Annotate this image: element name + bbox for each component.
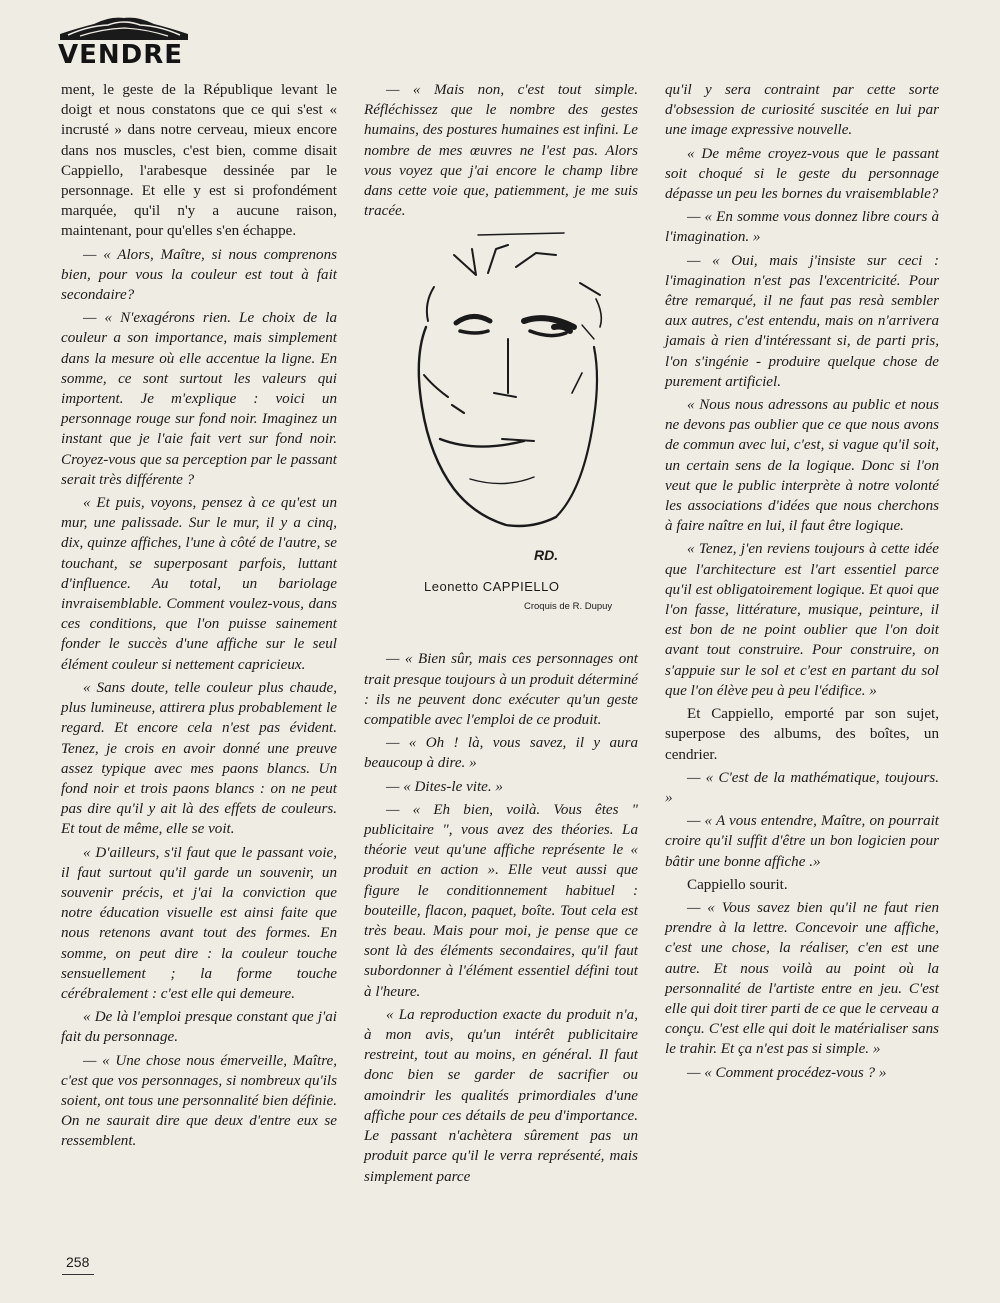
paragraph: — « Oh ! là, vous savez, il y aura beaucoup à dire. » — [364, 735, 638, 772]
paragraph: « Sans doute, telle couleur plus chaude, plus lumineuse, attirera plus probablement le regard. Et encore cela n'est pas évident. Tenez, je crois en avoir donné une preuve assez typique avec mes paons blancs. Un fond noir et trois paons blancs : on ne peut pas dire qu'il y ait là des effets de couleurs. Et tout de même, elle se voit. — [61, 679, 337, 838]
portrait-sketch — [364, 227, 638, 635]
portrait-caption-credit: Croquis de R. Dupuy — [524, 601, 613, 613]
paragraph: Et Cappiello, emporté par son sujet, superpose des albums, des boîtes, un cendrier. — [665, 706, 939, 763]
page-number-rule — [62, 1274, 94, 1275]
masthead — [58, 14, 190, 72]
paragraph: Cappiello sourit. — [687, 876, 788, 893]
paragraph: « La reproduction exacte du produit n'a, à mon avis, qu'un intérêt publicitaire restreint, tout au moins, en général. Il faut donc bien se garder de sacrifier ou amoindrir les qualités primordiales d'une affiche pour ces détails de peu d'importance. Le passant n'achètera sûrement pas un produit parce qu'il le verra représenté, mais simplement parce — [364, 1006, 638, 1185]
artist-signature: RD. — [534, 547, 559, 564]
paragraph: — « Bien sûr, mais ces personnages ont trait presque toujours à un produit déterminé : ils ne peuvent donc exécuter qu'un geste compatible avec l'emploi de ce produit. — [364, 651, 638, 729]
paragraph: — « Dites-le vite. » — [386, 778, 503, 795]
text-column-3 — [665, 80, 939, 1086]
paragraph: — « Mais non, c'est tout simple. Réfléchissez que le nombre des gestes humains, des postures humaines est infini. Le nombre de mes œuvres ne l'est pas. Alors vous voyez que j'ai encore le champ libre dans cette voie que, patiemment, je me suis tracée. — [364, 82, 638, 220]
paragraph: — « A vous entendre, Maître, on pourrait croire qu'il suffit d'être un bon logicien pour bâtir une bonne affiche .» — [665, 813, 939, 870]
paragraph: — « Eh bien, voilà. Vous êtes " publicitaire ", vous avez des théories. La théorie veut qu'une affiche représente le « produit en action ». Elle veut aussi que figure le conditionnement habituel : bouteille, flacon, paquet, boîte. Tout cela est très beau. Mais pour moi, je pense que ce sont là des éléments secondaires, qu'il faut subordonner à l'élément essentiel défini tout à l'heure. — [364, 801, 638, 1000]
paragraph: qu'il y sera contraint par cette sorte d'obsession de curiosité suscitée en lui par une image expressive nouvelle. — [665, 82, 939, 139]
portrait-drawing-icon — [404, 227, 604, 537]
paragraph: — « Vous savez bien qu'il ne faut rien prendre à la lettre. Concevoir une affiche, c'est une chose, la réaliser, c'en est une autre. Et nous voilà au point où la personnalité de l'artiste entre en jeu. C'est elle qui doit tirer parti de ce que le cerveau a conçu. C'est elle qui doit le matérialiser sans le trahir. Et ça n'est pas si simple. » — [665, 899, 939, 1058]
paragraph: « De là l'emploi presque constant que j'ai fait du personnage. — [61, 1009, 337, 1046]
paragraph: « Nous nous adressons au public et nous ne devons pas oublier que ce que nous avons de commun avec lui, c'est, si vague qu'il soit, un certain sens de la logique. Donc si l'on veut que le public interprète à notre volonté les associations d'idées que nous cherchons à faire naître en lui, il faut être logique. — [665, 397, 939, 535]
paragraph: « D'ailleurs, s'il faut que le passant voie, il faut surtout qu'il garde un souvenir, un souvenir précis, et j'ai la conviction que notre éducation visuelle est ainsi faite que nous retenons avant tout des formes. En somme, on peut dire : la couleur touche sensuellement ; la forme touche cérébralement : c'est elle qui demeure. — [61, 844, 337, 1002]
paragraph: « Et puis, voyons, pensez à ce qu'est un mur, une palissade. Sur le mur, il y a cinq, dix, quinze affiches, l'une à côté de l'autre, se touchant, se superposant parfois, luttant d'influence. Au total, un bariolage invraisemblable. Comment voulez-vous, dans ces conditions, que l'on puisse sainement fonder le succès d'une affiche sur le seul élément couleur si nettement capricieux. — [61, 495, 337, 673]
paragraph: « Tenez, j'en reviens toujours à cette idée que l'architecture est l'art essentiel parce qu'il est obligatoirement logique. Et quoi que l'on fasse, littérature, musique, peinture, il est bon de ne point oublier que l'on doit avant tout construire. Pour construire, on s'appuie sur le sol et c'est en partant du sol que l'on élève peu à peu l'édifice. » — [665, 541, 939, 699]
text-column-2 — [364, 80, 638, 1190]
paragraph: — « Comment procédez-vous ? » — [687, 1064, 887, 1081]
masthead-emblem-icon — [58, 14, 190, 40]
paragraph: — « C'est de la mathématique, toujours. » — [665, 769, 939, 806]
paragraph: « De même croyez-vous que le passant soit choqué si le geste du personnage dépasse un peu les bornes du vraisemblable? — [665, 145, 939, 203]
paragraph: — « Alors, Maître, si nous comprenons bien, pour vous la couleur est tout à fait secondaire? — [61, 246, 337, 304]
paragraph: — « Oui, mais j'insiste sur ceci : l'imagination n'est pas l'excentricité. Pour être remarqué, il ne faut pas resà sembler aux autres, c'est entendu, mais on n'arrivera jamais à rien d'intéressant si, de parti pris, l'on s'ingénie - produire quelque chose de purement artificiel. — [665, 252, 939, 390]
paragraph: ment, le geste de la République levant le doigt et nous constatons que ce qui s'est « incrusté » dans notre cerveau, mieux encore dans nos muscles, c'est bien, comme disait Cappiello, l'arabesque dessinée par le personnage. Et elle y est si profondément marquée, qu'il n'y a aucune raison, maintenant, pour qu'elles s'en échappe. — [61, 82, 337, 240]
paragraph: — « En somme vous donnez libre cours à l'imagination. » — [665, 209, 939, 246]
masthead-title: VENDRE — [58, 40, 184, 70]
portrait-caption-name: Leonetto CAPPIELLO — [424, 579, 560, 595]
paragraph: — « N'exagérons rien. Le choix de la couleur a son importance, mais simplement dans la mesure où elle accentue la ligne. En somme, ce sont surtout les valeurs qui importent. Je m'explique : voici un personnage rouge sur fond noir. Imaginez un instant que je l'aie fait vert sur fond noir. Croyez-vous que sa perception par le passant serait très différente ? — [61, 310, 337, 488]
page-number: 258 — [66, 1254, 90, 1270]
text-column-1 — [61, 80, 337, 1155]
paragraph: — « Une chose nous émerveille, Maître, c'est que vos personnages, si nombreux qu'ils soient, ont tous une personnalité bien définie. On ne saurait dire que deux d'entre eux se ressemblent. — [61, 1052, 337, 1150]
